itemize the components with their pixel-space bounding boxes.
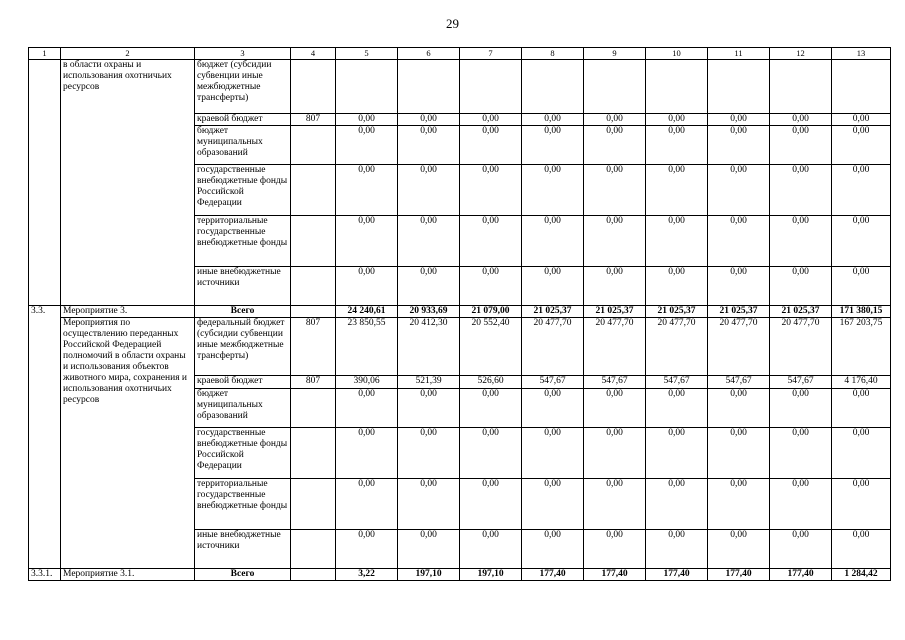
value-cell: 0,00: [584, 479, 646, 530]
budget-code-cell: [291, 428, 336, 479]
budget-code-cell: [291, 530, 336, 569]
value-cell: 0,00: [646, 126, 708, 165]
value-cell: 0,00: [584, 126, 646, 165]
column-number: 12: [770, 48, 832, 60]
value-cell: 0,00: [336, 216, 398, 267]
value-cell: 0,00: [708, 216, 770, 267]
value-cell: 0,00: [832, 216, 891, 267]
value-cell: 23 850,55: [336, 318, 398, 376]
column-number: 11: [708, 48, 770, 60]
value-cell: 0,00: [398, 428, 460, 479]
value-cell: 0,00: [460, 165, 522, 216]
value-cell: 177,40: [584, 569, 646, 581]
value-cell: 21 079,00: [460, 306, 522, 318]
budget-code-cell: 807: [291, 114, 336, 126]
funding-source-cell: государственные внебюджетные фонды Российской Федерации: [195, 428, 291, 479]
value-cell: 0,00: [460, 530, 522, 569]
value-cell: 0,00: [708, 428, 770, 479]
value-cell: 0,00: [646, 114, 708, 126]
value-cell: 0,00: [336, 389, 398, 428]
value-cell: 0,00: [460, 126, 522, 165]
value-cell: 24 240,61: [336, 306, 398, 318]
value-cell: 0,00: [584, 216, 646, 267]
value-cell: 0,00: [708, 479, 770, 530]
budget-code-cell: [291, 267, 336, 306]
value-cell: 21 025,37: [708, 306, 770, 318]
measure-name-cell: [61, 60, 195, 306]
value-cell: 0,00: [522, 479, 584, 530]
measure-description: в области охраны и использования охотничьих ресурсов: [63, 60, 172, 92]
table-row: [29, 569, 891, 581]
funding-source-cell: Всего: [195, 306, 291, 318]
measure-name-cell: [61, 569, 195, 581]
column-number: 1: [29, 48, 61, 60]
value-cell: 0,00: [646, 428, 708, 479]
value-cell: 0,00: [398, 114, 460, 126]
value-cell: 0,00: [584, 428, 646, 479]
value-cell: 0,00: [832, 530, 891, 569]
value-cell: 0,00: [398, 267, 460, 306]
value-cell: 0,00: [646, 530, 708, 569]
column-number: 5: [336, 48, 398, 60]
value-cell: 0,00: [708, 389, 770, 428]
funding-source-cell: государственные внебюджетные фонды Российской Федерации: [195, 165, 291, 216]
value-cell: [708, 60, 770, 114]
value-cell: 0,00: [770, 114, 832, 126]
value-cell: 0,00: [460, 428, 522, 479]
value-cell: 0,00: [708, 126, 770, 165]
budget-code-cell: [291, 216, 336, 267]
value-cell: 0,00: [336, 479, 398, 530]
value-cell: 20 477,70: [584, 318, 646, 376]
budget-code-cell: [291, 306, 336, 318]
value-cell: 197,10: [460, 569, 522, 581]
value-cell: 171 380,15: [832, 306, 891, 318]
value-cell: 0,00: [708, 114, 770, 126]
value-cell: 0,00: [832, 428, 891, 479]
value-cell: 20 552,40: [460, 318, 522, 376]
column-number: 6: [398, 48, 460, 60]
value-cell: 0,00: [460, 389, 522, 428]
funding-source-cell: Всего: [195, 569, 291, 581]
value-cell: 20 477,70: [522, 318, 584, 376]
value-cell: 0,00: [646, 389, 708, 428]
value-cell: 0,00: [460, 267, 522, 306]
column-number: 7: [460, 48, 522, 60]
value-cell: 21 025,37: [584, 306, 646, 318]
value-cell: 547,67: [584, 376, 646, 389]
value-cell: 20 477,70: [646, 318, 708, 376]
page-number: 29: [446, 16, 459, 31]
measure-title: Мероприятие 3.: [63, 306, 128, 316]
value-cell: 0,00: [398, 479, 460, 530]
item-number-cell: [29, 60, 61, 306]
value-cell: 4 176,40: [832, 376, 891, 389]
value-cell: 0,00: [832, 165, 891, 216]
value-cell: 0,00: [646, 216, 708, 267]
value-cell: 1 284,42: [832, 569, 891, 581]
value-cell: 0,00: [584, 165, 646, 216]
value-cell: 0,00: [398, 389, 460, 428]
funding-source-cell: бюджет муниципальных образований: [195, 389, 291, 428]
value-cell: 0,00: [584, 114, 646, 126]
value-cell: 0,00: [522, 114, 584, 126]
column-number: 9: [584, 48, 646, 60]
value-cell: 521,39: [398, 376, 460, 389]
value-cell: 21 025,37: [522, 306, 584, 318]
value-cell: 547,67: [708, 376, 770, 389]
column-number: 4: [291, 48, 336, 60]
item-number-cell: 3.3.: [29, 306, 61, 569]
value-cell: 0,00: [770, 479, 832, 530]
funding-source-cell: краевой бюджет: [195, 376, 291, 389]
value-cell: 0,00: [770, 165, 832, 216]
value-cell: 0,00: [522, 126, 584, 165]
measure-name-cell: [61, 306, 195, 318]
value-cell: 0,00: [770, 530, 832, 569]
measure-description: Мероприятия по осуществлению переданных Российской Федерацией полномочий в области охраны и использования объектов животного мира, сохранения и использования охотничьих ресурсов: [61, 318, 195, 569]
value-cell: 0,00: [398, 216, 460, 267]
table-row: [29, 318, 891, 376]
budget-code-cell: [291, 60, 336, 114]
budget-code-cell: [291, 165, 336, 216]
value-cell: 390,06: [336, 376, 398, 389]
value-cell: 0,00: [646, 479, 708, 530]
funding-source-cell: бюджет муниципальных образований: [195, 126, 291, 165]
column-number: 2: [61, 48, 195, 60]
value-cell: [398, 60, 460, 114]
value-cell: 0,00: [522, 216, 584, 267]
value-cell: 0,00: [336, 165, 398, 216]
value-cell: 0,00: [522, 428, 584, 479]
value-cell: 177,40: [522, 569, 584, 581]
value-cell: 177,40: [770, 569, 832, 581]
value-cell: 0,00: [398, 530, 460, 569]
value-cell: [770, 60, 832, 114]
value-cell: 0,00: [336, 114, 398, 126]
value-cell: 0,00: [584, 389, 646, 428]
value-cell: 0,00: [770, 126, 832, 165]
funding-source-cell: иные внебюджетные источники: [195, 267, 291, 306]
value-cell: 0,00: [460, 114, 522, 126]
value-cell: 0,00: [832, 126, 891, 165]
budget-code-cell: 807: [291, 376, 336, 389]
value-cell: 0,00: [832, 114, 891, 126]
budget-code-cell: 807: [291, 318, 336, 376]
value-cell: 20 477,70: [708, 318, 770, 376]
column-number: 8: [522, 48, 584, 60]
value-cell: 21 025,37: [646, 306, 708, 318]
value-cell: 0,00: [336, 267, 398, 306]
value-cell: 197,10: [398, 569, 460, 581]
value-cell: 0,00: [460, 216, 522, 267]
budget-code-cell: [291, 479, 336, 530]
value-cell: 0,00: [522, 389, 584, 428]
value-cell: [584, 60, 646, 114]
value-cell: 0,00: [770, 428, 832, 479]
column-number: 10: [646, 48, 708, 60]
value-cell: 0,00: [336, 530, 398, 569]
funding-source-cell: территориальные государственные внебюджетные фонды: [195, 479, 291, 530]
value-cell: [336, 60, 398, 114]
value-cell: 0,00: [832, 389, 891, 428]
budget-code-cell: [291, 389, 336, 428]
value-cell: 0,00: [770, 216, 832, 267]
value-cell: 177,40: [646, 569, 708, 581]
funding-source-cell: территориальные государственные внебюджетные фонды: [195, 216, 291, 267]
column-number: 13: [832, 48, 891, 60]
value-cell: 0,00: [708, 530, 770, 569]
value-cell: 526,60: [460, 376, 522, 389]
value-cell: 0,00: [584, 530, 646, 569]
funding-source-cell: краевой бюджет: [195, 114, 291, 126]
budget-code-cell: [291, 569, 336, 581]
table-row: [29, 60, 891, 114]
value-cell: [832, 60, 891, 114]
value-cell: 20 933,69: [398, 306, 460, 318]
value-cell: 0,00: [522, 530, 584, 569]
value-cell: 0,00: [398, 126, 460, 165]
value-cell: 0,00: [708, 165, 770, 216]
value-cell: 0,00: [708, 267, 770, 306]
value-cell: 0,00: [646, 267, 708, 306]
value-cell: 0,00: [398, 165, 460, 216]
budget-code-cell: [291, 126, 336, 165]
column-number: 3: [195, 48, 291, 60]
value-cell: 0,00: [336, 126, 398, 165]
column-number-row: [29, 48, 891, 60]
budget-table: [28, 47, 891, 581]
value-cell: 0,00: [522, 165, 584, 216]
value-cell: [460, 60, 522, 114]
funding-source-cell: бюджет (субсидии субвенции иные межбюджетные трансферты): [195, 60, 291, 114]
funding-source-cell: иные внебюджетные источники: [195, 530, 291, 569]
value-cell: 547,67: [646, 376, 708, 389]
value-cell: [646, 60, 708, 114]
value-cell: 0,00: [832, 479, 891, 530]
value-cell: 0,00: [336, 428, 398, 479]
value-cell: [522, 60, 584, 114]
value-cell: 0,00: [770, 389, 832, 428]
value-cell: 20 477,70: [770, 318, 832, 376]
value-cell: 21 025,37: [770, 306, 832, 318]
table-row: [29, 306, 891, 318]
measure-title: Мероприятие 3.1.: [63, 569, 135, 579]
item-number-cell: 3.3.1.: [29, 569, 61, 581]
funding-source-cell: федеральный бюджет (субсидии субвенции иные межбюджетные трансферты): [195, 318, 291, 376]
value-cell: 0,00: [460, 479, 522, 530]
value-cell: 0,00: [522, 267, 584, 306]
value-cell: 177,40: [708, 569, 770, 581]
value-cell: 3,22: [336, 569, 398, 581]
value-cell: 0,00: [770, 267, 832, 306]
value-cell: 167 203,75: [832, 318, 891, 376]
value-cell: 0,00: [646, 165, 708, 216]
value-cell: 0,00: [832, 267, 891, 306]
value-cell: 547,67: [770, 376, 832, 389]
value-cell: 547,67: [522, 376, 584, 389]
value-cell: 0,00: [584, 267, 646, 306]
value-cell: 20 412,30: [398, 318, 460, 376]
